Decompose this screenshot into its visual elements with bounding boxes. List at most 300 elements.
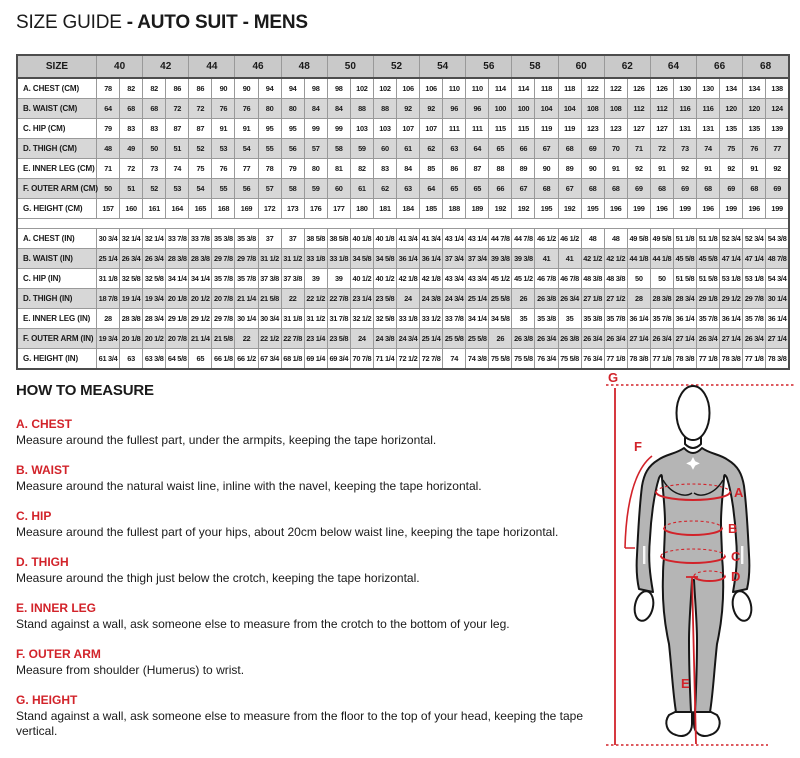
table-cell: 80 — [281, 99, 304, 119]
table-cell: 30 3/4 — [97, 229, 120, 249]
table-row — [17, 289, 789, 309]
table-cell: 23 5/8 — [373, 289, 396, 309]
table-cell: 35 3/8 — [235, 229, 258, 249]
table-cell: 134 — [720, 78, 743, 99]
size-column-header: 62 — [604, 55, 650, 78]
table-cell: 92 — [720, 159, 743, 179]
table-cell: 82 — [350, 159, 373, 179]
table-cell: 74 3/8 — [466, 349, 489, 370]
figure-foot-right — [694, 712, 720, 736]
table-cell: 22 — [235, 329, 258, 349]
table-cell: 120 — [720, 99, 743, 119]
table-cell: 72 7/8 — [420, 349, 443, 370]
table-cell: 192 — [558, 199, 581, 219]
table-cell: 68 — [697, 179, 720, 199]
table-cell: 19 3/4 — [143, 289, 166, 309]
table-cell: 90 — [235, 78, 258, 99]
table-cell: 59 — [350, 139, 373, 159]
table-cell: 75 5/8 — [489, 349, 512, 370]
size-table-corner: SIZE — [17, 55, 97, 78]
table-cell: 78 3/8 — [673, 349, 696, 370]
table-cell: 69 — [766, 179, 789, 199]
table-cell: 115 — [489, 119, 512, 139]
table-cell: 138 — [766, 78, 789, 99]
size-column-header: 50 — [327, 55, 373, 78]
table-cell: 35 — [512, 309, 535, 329]
table-cell: 21 1/4 — [235, 289, 258, 309]
table-row — [17, 249, 789, 269]
table-cell: 46 7/8 — [535, 269, 558, 289]
table-cell: 84 — [327, 99, 350, 119]
table-cell: 34 1/4 — [466, 309, 489, 329]
table-cell: 39 — [327, 269, 350, 289]
table-cell: 54 3/8 — [766, 229, 789, 249]
table-cell: 37 — [258, 229, 281, 249]
table-cell: 72 — [650, 139, 673, 159]
table-cell: 20 1/8 — [166, 289, 189, 309]
table-cell: 78 3/8 — [627, 349, 650, 370]
table-cell: 48 — [604, 229, 627, 249]
table-cell: 72 — [166, 99, 189, 119]
table-cell: 47 1/4 — [743, 249, 766, 269]
table-cell: 28 — [627, 289, 650, 309]
table-cell: 38 5/8 — [327, 229, 350, 249]
table-cell: 68 — [581, 179, 604, 199]
table-cell: 68 — [604, 179, 627, 199]
table-cell: 53 — [166, 179, 189, 199]
table-cell: 55 — [258, 139, 281, 159]
table-cell: 26 3/4 — [143, 249, 166, 269]
table-cell: 28 — [97, 309, 120, 329]
table-cell: 196 — [650, 199, 673, 219]
table-cell: 76 — [235, 99, 258, 119]
body-figure-svg — [596, 370, 798, 756]
table-cell: 98 — [304, 78, 327, 99]
size-column-header: 40 — [97, 55, 143, 78]
table-cell: 86 — [166, 78, 189, 99]
table-cell: 68 — [143, 99, 166, 119]
table-cell: 91 — [235, 119, 258, 139]
measure-item-text: Measure around the fullest part, under the armpits, keeping the tape horizontal. — [16, 433, 437, 447]
table-cell: 90 — [581, 159, 604, 179]
table-cell: 82 — [143, 78, 166, 99]
table-cell: 40 1/2 — [373, 269, 396, 289]
table-cell: 99 — [327, 119, 350, 139]
table-cell: 32 1/4 — [143, 229, 166, 249]
measure-item-text: Stand against a wall, ask someone else to measure from the floor to the top of your head, keeping the tape vertical. — [16, 709, 584, 738]
table-cell: 33 7/8 — [443, 309, 466, 329]
table-cell: 103 — [350, 119, 373, 139]
table-cell: 124 — [766, 99, 789, 119]
table-cell: 27 1/8 — [581, 289, 604, 309]
table-cell: 33 1/8 — [304, 249, 327, 269]
table-cell: 28 3/8 — [189, 249, 212, 269]
table-cell: 22 7/8 — [281, 329, 304, 349]
table-cell: 69 — [627, 179, 650, 199]
table-cell: 42 1/2 — [604, 249, 627, 269]
table-cell: 95 — [281, 119, 304, 139]
table-cell: 37 3/4 — [443, 249, 466, 269]
table-cell: 31 7/8 — [327, 309, 350, 329]
table-row — [17, 119, 789, 139]
table-cell: 181 — [373, 199, 396, 219]
table-cell: 111 — [466, 119, 489, 139]
table-cell: 66 1/2 — [235, 349, 258, 370]
table-cell: 119 — [535, 119, 558, 139]
table-cell: 189 — [466, 199, 489, 219]
table-cell: 33 1/8 — [327, 249, 350, 269]
table-cell: 49 5/8 — [627, 229, 650, 249]
table-cell: 95 — [258, 119, 281, 139]
table-cell: 77 — [235, 159, 258, 179]
table-cell: 40 1/8 — [350, 229, 373, 249]
measure-items — [16, 417, 602, 739]
table-cell: 41 — [535, 249, 558, 269]
table-cell: 34 1/4 — [166, 269, 189, 289]
table-cell: 27 1/2 — [604, 289, 627, 309]
table-cell: 36 1/4 — [397, 249, 420, 269]
table-cell: 67 — [512, 179, 535, 199]
table-cell: 19 3/4 — [97, 329, 120, 349]
table-cell: 29 7/8 — [212, 309, 235, 329]
table-cell: 35 3/8 — [581, 309, 604, 329]
table-cell: 90 — [212, 78, 235, 99]
table-cell: 22 7/8 — [327, 289, 350, 309]
table-cell: 26 3/4 — [697, 329, 720, 349]
figure-hand-left — [632, 589, 656, 622]
table-cell: 94 — [258, 78, 281, 99]
table-cell: 27 1/4 — [627, 329, 650, 349]
table-cell: 91 — [743, 159, 766, 179]
table-cell: 35 7/8 — [697, 309, 720, 329]
measure-item-text: Stand against a wall, ask someone else to measure from the crotch to the bottom of your leg. — [16, 617, 510, 631]
table-cell: 75 — [720, 139, 743, 159]
table-cell: 58 — [327, 139, 350, 159]
table-cell: 40 1/8 — [373, 229, 396, 249]
measure-item-label: D. THIGH — [16, 555, 69, 569]
table-cell: 72 — [120, 159, 143, 179]
table-cell: 31 1/2 — [281, 249, 304, 269]
table-cell: 57 — [304, 139, 327, 159]
table-cell: 60 — [327, 179, 350, 199]
table-cell: 48 3/8 — [581, 269, 604, 289]
table-cell: 59 — [304, 179, 327, 199]
diagram-label-d: D — [731, 569, 741, 584]
table-cell: 62 — [420, 139, 443, 159]
table-cell: 88 — [373, 99, 396, 119]
size-column-header: 54 — [420, 55, 466, 78]
table-cell: 23 1/4 — [304, 329, 327, 349]
table-cell: 83 — [143, 119, 166, 139]
table-cell: 50 — [650, 269, 673, 289]
row-label: A. CHEST (IN) — [17, 229, 97, 249]
table-cell: 54 3/4 — [766, 269, 789, 289]
table-cell: 87 — [189, 119, 212, 139]
table-cell: 29 1/8 — [166, 309, 189, 329]
table-cell: 199 — [766, 199, 789, 219]
table-cell: 74 — [443, 349, 466, 370]
table-cell: 69 — [581, 139, 604, 159]
table-row — [17, 78, 789, 99]
table-cell: 130 — [673, 78, 696, 99]
table-cell: 34 5/8 — [489, 309, 512, 329]
table-cell: 28 3/8 — [650, 289, 673, 309]
table-cell: 45 1/2 — [489, 269, 512, 289]
row-label: B. WAIST (IN) — [17, 249, 97, 269]
measure-item-text: Measure around the thigh just below the crotch, keeping the tape horizontal. — [16, 571, 420, 585]
table-cell: 24 — [397, 289, 420, 309]
table-row — [17, 159, 789, 179]
table-cell: 44 1/8 — [650, 249, 673, 269]
table-cell: 70 — [604, 139, 627, 159]
table-cell: 46 1/2 — [535, 229, 558, 249]
table-cell: 67 3/4 — [258, 349, 281, 370]
table-cell: 180 — [350, 199, 373, 219]
table-cell: 188 — [443, 199, 466, 219]
table-cell: 29 7/8 — [743, 289, 766, 309]
table-cell: 90 — [535, 159, 558, 179]
table-cell: 199 — [720, 199, 743, 219]
measure-item-label: C. HIP — [16, 509, 52, 523]
table-cell: 35 — [558, 309, 581, 329]
table-cell: 165 — [189, 199, 212, 219]
table-cell: 115 — [512, 119, 535, 139]
table-cell: 31 1/8 — [97, 269, 120, 289]
table-cell: 26 3/4 — [120, 249, 143, 269]
measure-item — [16, 647, 602, 678]
table-cell: 72 1/2 — [397, 349, 420, 370]
table-cell: 40 1/2 — [350, 269, 373, 289]
table-cell: 42 1/2 — [581, 249, 604, 269]
table-cell: 82 — [120, 78, 143, 99]
measure-item-label: G. HEIGHT — [16, 693, 78, 707]
table-cell: 176 — [304, 199, 327, 219]
table-cell: 21 5/8 — [212, 329, 235, 349]
table-cell: 37 3/8 — [258, 269, 281, 289]
measure-item-label: F. OUTER ARM — [16, 647, 101, 661]
table-cell: 68 — [650, 179, 673, 199]
size-column-header: 44 — [189, 55, 235, 78]
table-cell: 25 5/8 — [443, 329, 466, 349]
table-cell: 54 — [189, 179, 212, 199]
table-row — [17, 269, 789, 289]
table-cell: 50 — [97, 179, 120, 199]
table-cell: 32 1/2 — [350, 309, 373, 329]
how-to-measure-heading: HOW TO MEASURE — [16, 382, 154, 399]
table-cell: 37 3/4 — [466, 249, 489, 269]
row-label: C. HIP (CM) — [17, 119, 97, 139]
table-cell: 31 1/8 — [281, 309, 304, 329]
table-cell: 44 1/8 — [627, 249, 650, 269]
table-row — [17, 99, 789, 119]
table-cell: 56 — [281, 139, 304, 159]
table-cell: 21 1/4 — [189, 329, 212, 349]
diagram-label-b: B — [728, 521, 738, 536]
page-title-bold: - AUTO SUIT - MENS — [126, 12, 308, 33]
table-cell: 42 1/8 — [420, 269, 443, 289]
table-cell: 131 — [673, 119, 696, 139]
table-cell: 88 — [350, 99, 373, 119]
table-cell: 116 — [697, 99, 720, 119]
table-cell: 72 — [189, 99, 212, 119]
table-cell: 50 — [627, 269, 650, 289]
table-cell: 41 3/4 — [397, 229, 420, 249]
table-cell: 41 — [558, 249, 581, 269]
row-label: C. HIP (IN) — [17, 269, 97, 289]
measure-item-label: B. WAIST — [16, 463, 70, 477]
table-cell: 71 — [97, 159, 120, 179]
table-cell: 26 3/8 — [512, 329, 535, 349]
table-cell: 32 1/4 — [120, 229, 143, 249]
measure-item-text: Measure around the natural waist line, inline with the navel, keeping the tape horizontal. — [16, 479, 482, 493]
table-cell: 102 — [350, 78, 373, 99]
table-cell: 112 — [650, 99, 673, 119]
table-cell: 69 — [673, 179, 696, 199]
table-cell: 27 1/4 — [766, 329, 789, 349]
table-cell: 32 5/8 — [373, 309, 396, 329]
table-cell: 76 — [743, 139, 766, 159]
table-row — [17, 329, 789, 349]
table-cell: 83 — [120, 119, 143, 139]
measurement-diagram — [596, 370, 798, 756]
table-cell: 51 5/8 — [697, 269, 720, 289]
table-cell: 44 7/8 — [489, 229, 512, 249]
table-cell: 29 1/2 — [189, 309, 212, 329]
table-cell: 84 — [397, 159, 420, 179]
table-cell: 77 — [766, 139, 789, 159]
table-cell: 74 — [697, 139, 720, 159]
table-cell: 127 — [627, 119, 650, 139]
table-cell: 77 1/8 — [604, 349, 627, 370]
table-cell: 46 7/8 — [558, 269, 581, 289]
table-cell: 135 — [720, 119, 743, 139]
table-cell: 118 — [558, 78, 581, 99]
table-cell: 43 3/4 — [443, 269, 466, 289]
table-cell: 77 1/8 — [650, 349, 673, 370]
table-cell: 26 3/4 — [743, 329, 766, 349]
table-cell: 81 — [327, 159, 350, 179]
table-cell: 157 — [97, 199, 120, 219]
table-cell: 104 — [535, 99, 558, 119]
table-cell: 33 7/8 — [166, 229, 189, 249]
table-cell: 86 — [189, 78, 212, 99]
table-cell: 78 — [97, 78, 120, 99]
table-row — [17, 349, 789, 370]
table-cell: 32 5/8 — [143, 269, 166, 289]
table-cell: 114 — [489, 78, 512, 99]
table-cell: 28 3/4 — [143, 309, 166, 329]
table-cell: 77 1/8 — [743, 349, 766, 370]
table-cell: 75 — [189, 159, 212, 179]
table-cell: 28 3/8 — [166, 249, 189, 269]
table-cell: 30 1/4 — [766, 289, 789, 309]
table-cell: 103 — [373, 119, 396, 139]
table-cell: 161 — [143, 199, 166, 219]
table-cell: 111 — [443, 119, 466, 139]
table-cell: 196 — [604, 199, 627, 219]
table-cell: 26 3/4 — [558, 289, 581, 309]
table-cell: 51 5/8 — [673, 269, 696, 289]
table-cell: 22 — [281, 289, 304, 309]
table-cell: 27 1/4 — [720, 329, 743, 349]
table-cell: 61 3/4 — [97, 349, 120, 370]
table-cell: 64 — [420, 179, 443, 199]
table-cell: 37 — [281, 229, 304, 249]
table-cell: 35 7/8 — [604, 309, 627, 329]
figure-foot-left — [666, 712, 692, 736]
table-cell: 76 — [212, 159, 235, 179]
table-cell: 98 — [327, 78, 350, 99]
table-cell: 43 1/4 — [466, 229, 489, 249]
table-cell: 18 7/8 — [97, 289, 120, 309]
table-cell: 47 1/4 — [720, 249, 743, 269]
table-cell: 127 — [650, 119, 673, 139]
table-cell: 91 — [650, 159, 673, 179]
table-cell: 135 — [743, 119, 766, 139]
table-cell: 55 — [212, 179, 235, 199]
table-cell: 85 — [420, 159, 443, 179]
page-title-regular: SIZE GUIDE — [16, 12, 127, 33]
table-cell: 23 5/8 — [327, 329, 350, 349]
table-cell: 29 1/2 — [720, 289, 743, 309]
size-column-header: 42 — [143, 55, 189, 78]
table-cell: 50 — [143, 139, 166, 159]
table-cell: 58 — [281, 179, 304, 199]
table-cell: 35 3/8 — [212, 229, 235, 249]
size-column-header: 56 — [466, 55, 512, 78]
table-cell: 68 — [558, 139, 581, 159]
table-cell: 20 1/2 — [143, 329, 166, 349]
table-cell: 94 — [281, 78, 304, 99]
table-cell: 35 3/8 — [535, 309, 558, 329]
table-cell: 28 3/8 — [120, 309, 143, 329]
table-cell: 108 — [604, 99, 627, 119]
table-cell: 67 — [535, 139, 558, 159]
row-label: D. THIGH (IN) — [17, 289, 97, 309]
figure-head — [677, 386, 710, 440]
table-cell: 39 3/8 — [489, 249, 512, 269]
table-cell: 99 — [304, 119, 327, 139]
size-column-header: 66 — [697, 55, 743, 78]
table-cell: 69 3/4 — [327, 349, 350, 370]
table-cell: 35 7/8 — [212, 269, 235, 289]
table-cell: 24 3/8 — [373, 329, 396, 349]
table-cell: 22 1/2 — [258, 329, 281, 349]
row-label: E. INNER LEG (IN) — [17, 309, 97, 329]
table-cell: 35 7/8 — [650, 309, 673, 329]
table-cell: 36 1/4 — [420, 249, 443, 269]
measure-item — [16, 509, 602, 540]
table-cell: 168 — [212, 199, 235, 219]
table-cell: 69 — [720, 179, 743, 199]
table-cell: 66 — [489, 179, 512, 199]
table-cell: 61 — [350, 179, 373, 199]
table-cell: 66 — [512, 139, 535, 159]
table-cell: 31 1/2 — [258, 249, 281, 269]
table-row — [17, 229, 789, 249]
table-cell: 116 — [673, 99, 696, 119]
table-cell: 34 5/8 — [350, 249, 373, 269]
table-cell: 51 1/8 — [697, 229, 720, 249]
table-cell: 107 — [420, 119, 443, 139]
table-cell: 64 5/8 — [166, 349, 189, 370]
table-cell: 36 1/4 — [673, 309, 696, 329]
table-cell: 33 1/8 — [397, 309, 420, 329]
table-cell: 26 3/8 — [558, 329, 581, 349]
table-cell: 184 — [397, 199, 420, 219]
diagram-label-g: G — [608, 370, 619, 385]
table-cell: 119 — [558, 119, 581, 139]
